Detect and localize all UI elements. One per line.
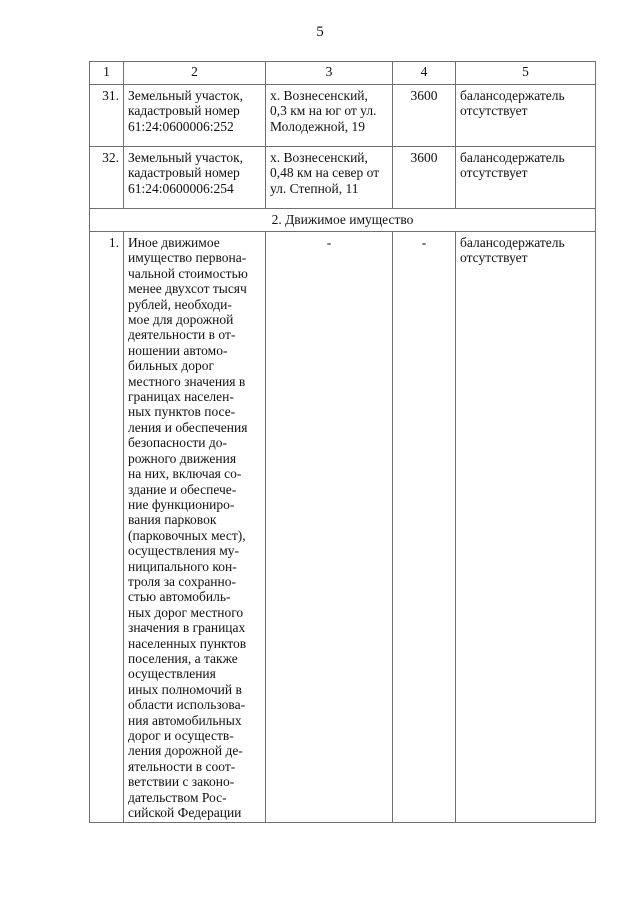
object-name-line: населенных пунктов	[128, 635, 247, 651]
section-header-row	[90, 209, 596, 232]
object-name-line: троля за сохранно-	[128, 573, 236, 589]
object-name-line: ления и обеспечения	[128, 419, 248, 435]
object-name-line: ния автомобильных	[128, 712, 242, 728]
object-name-line: менее двухсот тысяч	[128, 281, 247, 297]
object-name-line: дательством Рос-	[128, 789, 227, 805]
object-name-line: Иное движимое	[128, 235, 220, 250]
object-name-line: ных пунктов посе-	[128, 404, 236, 420]
object-name-line: местного значения в	[128, 373, 246, 389]
page-number: 5	[316, 24, 324, 40]
object-name-line: ветствии с законо-	[128, 774, 235, 790]
column-header-5: 5	[456, 62, 596, 85]
object-name-line: рублей, необходи-	[128, 296, 232, 312]
object-name-line: имущество первона-	[128, 250, 247, 266]
section-title: 2. Движимое имущество	[90, 209, 596, 232]
object-location: -	[266, 232, 393, 823]
object-name-line: (парковочных мест),	[128, 527, 246, 543]
object-name-line: сийской Федерации	[128, 805, 242, 821]
property-table	[89, 61, 596, 823]
object-name-line: безопасности до-	[128, 435, 227, 451]
object-location: х. Вознесенский, 0,48 км на север от ул. Степной, 11	[266, 147, 393, 209]
balance-holder: балансодержатель отсутствует	[456, 85, 596, 147]
object-name-line: на них, включая со-	[128, 466, 242, 482]
object-name-line: дорог и осуществ-	[128, 728, 234, 743]
object-value: 3600	[393, 85, 456, 147]
object-name-line: вания парковок	[128, 512, 217, 528]
object-name-line: ятельности в соот-	[128, 758, 236, 774]
object-name-line: деятельности в от-	[128, 327, 236, 343]
row-number: 32.	[90, 147, 124, 209]
column-header-1: 1	[90, 62, 124, 85]
table-row	[90, 232, 596, 823]
object-name: Земельный участок, кадастровый номер 61:24:0600006:252	[124, 85, 266, 147]
object-name	[124, 232, 266, 823]
balance-holder: балансодержатель отсутствует	[456, 147, 596, 209]
balance-holder: балансодержатель отсутствует	[456, 232, 596, 823]
object-name-line: чальной стоимостью	[128, 265, 248, 281]
object-name-line: границах населен-	[128, 389, 234, 405]
object-name-line: ления дорожной де-	[128, 743, 243, 759]
object-name-line: области использова-	[128, 697, 246, 713]
object-value: 3600	[393, 147, 456, 209]
object-name-line: ных дорог местного	[128, 604, 244, 620]
table-header-row	[90, 62, 596, 85]
object-location: х. Вознесенский, 0,3 км на юг от ул. Молодежной, 19	[266, 85, 393, 147]
row-number: 1.	[90, 232, 124, 823]
object-value: -	[393, 232, 456, 823]
object-name-line: осуществления му-	[128, 543, 240, 559]
object-name-line: иных полномочий в	[128, 681, 242, 697]
object-name-line: поселения, а также	[128, 650, 238, 666]
column-header-3: 3	[266, 62, 393, 85]
object-name-line: рожного движения	[128, 450, 237, 466]
table-row	[90, 147, 596, 209]
object-name-line: мое для дорожной	[128, 312, 234, 328]
column-header-2: 2	[124, 62, 266, 85]
object-name-line: ние функциониро-	[128, 496, 235, 512]
object-name-line: значения в границах	[128, 620, 246, 636]
object-name-line: ношении автомо-	[128, 342, 228, 358]
object-name-line: здание и обеспече-	[128, 481, 237, 497]
table-row	[90, 85, 596, 147]
object-name-line: бильных дорог	[128, 358, 215, 374]
object-name-line: ниципального кон-	[128, 558, 237, 574]
row-number: 31.	[90, 85, 124, 147]
object-name-line: стью автомобиль-	[128, 589, 231, 605]
object-name-line: осуществления	[128, 666, 216, 682]
column-header-4: 4	[393, 62, 456, 85]
object-name: Земельный участок, кадастровый номер 61:24:0600006:254	[124, 147, 266, 209]
